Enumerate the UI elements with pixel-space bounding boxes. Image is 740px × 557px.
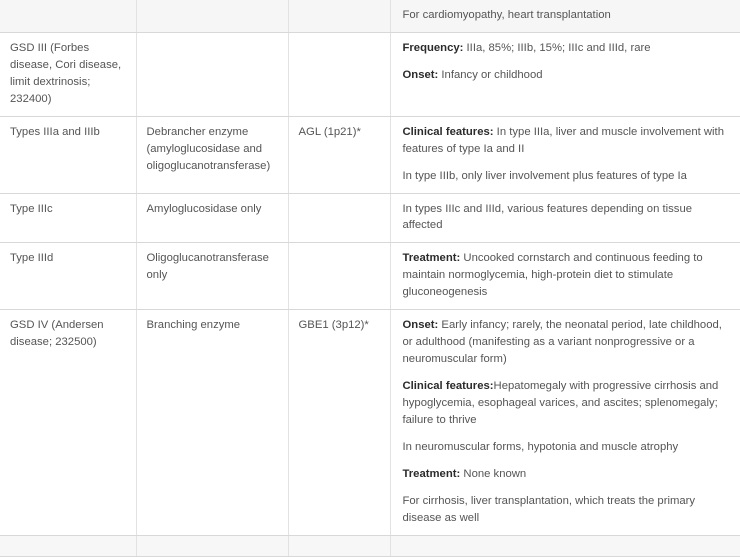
disease-name-cell-text: GSD IV (Andersen disease; 232500) xyxy=(10,319,104,349)
description-cell xyxy=(390,32,740,116)
description-body: Infancy or childhood xyxy=(438,68,543,81)
description-body: IIIa, 85%; IIIb, 15%; IIIc and IIId, rare xyxy=(463,41,651,54)
description-label: Onset: xyxy=(402,68,439,81)
description-body: For cardiomyopathy, heart transplantation xyxy=(402,9,611,21)
description-paragraph xyxy=(403,201,727,235)
disease-name-cell-text: Types IIIa and IIIb xyxy=(10,125,100,138)
gene-locus-cell xyxy=(288,116,390,193)
description-paragraph xyxy=(403,67,727,84)
description-body: Uncooked cornstarch and continuous feeding to maintain normoglycemia, high-protein diet to stimulate gluconeogenesis xyxy=(402,252,703,299)
description-paragraph xyxy=(403,439,727,456)
enzyme-cell-text: Amyloglucosidase only xyxy=(146,202,262,215)
table-bottom-edge-cell xyxy=(0,535,136,556)
gene-locus-cell xyxy=(288,0,390,32)
description-cell xyxy=(390,310,740,535)
description-paragraph xyxy=(403,168,727,185)
description-cell xyxy=(390,0,740,32)
disease-name-cell xyxy=(0,310,136,535)
enzyme-cell xyxy=(136,193,288,243)
disease-name-cell xyxy=(0,116,136,193)
description-paragraph xyxy=(403,378,727,429)
description-body: In types IIIc and IIId, various features depending on tissue affected xyxy=(402,202,693,232)
disease-name-cell-text: Type IIId xyxy=(10,252,54,265)
table-row xyxy=(0,310,740,535)
gene-locus-cell xyxy=(288,193,390,243)
disease-name-cell xyxy=(0,32,136,116)
enzyme-cell xyxy=(136,116,288,193)
gene-locus-cell xyxy=(288,243,390,310)
table-bottom-edge-cell xyxy=(136,535,288,556)
enzyme-cell-text: Branching enzyme xyxy=(146,319,241,332)
gene-locus-cell-text: AGL (1p21)* xyxy=(298,125,361,138)
enzyme-cell xyxy=(136,0,288,32)
enzyme-cell xyxy=(136,310,288,535)
description-body: Early infancy; rarely, the neonatal period, late childhood, or adulthood (manifesting as a variant nonprogressive or a neuromuscular form) xyxy=(402,319,722,366)
table-row xyxy=(0,193,740,243)
description-cell xyxy=(390,193,740,243)
description-label: Clinical features: xyxy=(402,380,494,392)
description-body: None known xyxy=(460,467,527,480)
enzyme-cell xyxy=(136,32,288,116)
disease-name-cell-text: GSD III (Forbes disease, Cori disease, limit dextrinosis; 232400) xyxy=(10,41,122,105)
disease-name-cell-text: Type IIIc xyxy=(10,202,53,215)
description-label: Frequency: xyxy=(402,41,464,54)
table-row xyxy=(0,32,740,116)
description-body: Hepatomegaly with progressive cirrhosis and hypoglycemia, esophageal varices, and ascites; splenomegaly; failure to thrive xyxy=(402,380,719,426)
enzyme-cell xyxy=(136,243,288,310)
table-row xyxy=(0,243,740,310)
description-paragraph xyxy=(403,7,727,24)
description-body: In type IIIb, only liver involvement plus features of type Ia xyxy=(402,169,687,182)
enzyme-cell-text: Debrancher enzyme (amyloglucosidase and oligoglucanotransferase) xyxy=(146,125,271,172)
description-label: Treatment: xyxy=(402,467,461,480)
description-paragraph xyxy=(403,124,727,158)
description-paragraph xyxy=(403,493,727,527)
description-body: For cirrhosis, liver transplantation, which treats the primary disease as well xyxy=(402,494,696,524)
description-paragraph xyxy=(403,317,727,368)
description-label: Clinical features: xyxy=(402,125,494,138)
description-paragraph xyxy=(403,40,727,57)
description-cell xyxy=(390,243,740,310)
disease-name-cell xyxy=(0,243,136,310)
enzyme-cell-text: Oligoglucanotransferase only xyxy=(146,252,269,282)
description-body: In neuromuscular forms, hypotonia and muscle atrophy xyxy=(402,440,679,453)
table-bottom-edge-cell xyxy=(288,535,390,556)
gene-locus-cell xyxy=(288,32,390,116)
description-paragraph xyxy=(403,250,727,301)
table-bottom-edge-cell xyxy=(390,535,740,556)
description-label: Onset: xyxy=(402,319,439,332)
table-row xyxy=(0,116,740,193)
disease-name-cell xyxy=(0,0,136,32)
description-body: In type IIIa, liver and muscle involvement with features of type Ia and II xyxy=(402,125,724,155)
gene-locus-cell-text: GBE1 (3p12)* xyxy=(298,319,369,332)
table-row xyxy=(0,0,740,32)
description-paragraph xyxy=(403,466,727,483)
description-label: Treatment: xyxy=(402,252,461,265)
gene-locus-cell xyxy=(288,310,390,535)
description-cell xyxy=(390,116,740,193)
table-bottom-edge xyxy=(0,535,740,556)
disease-name-cell xyxy=(0,193,136,243)
